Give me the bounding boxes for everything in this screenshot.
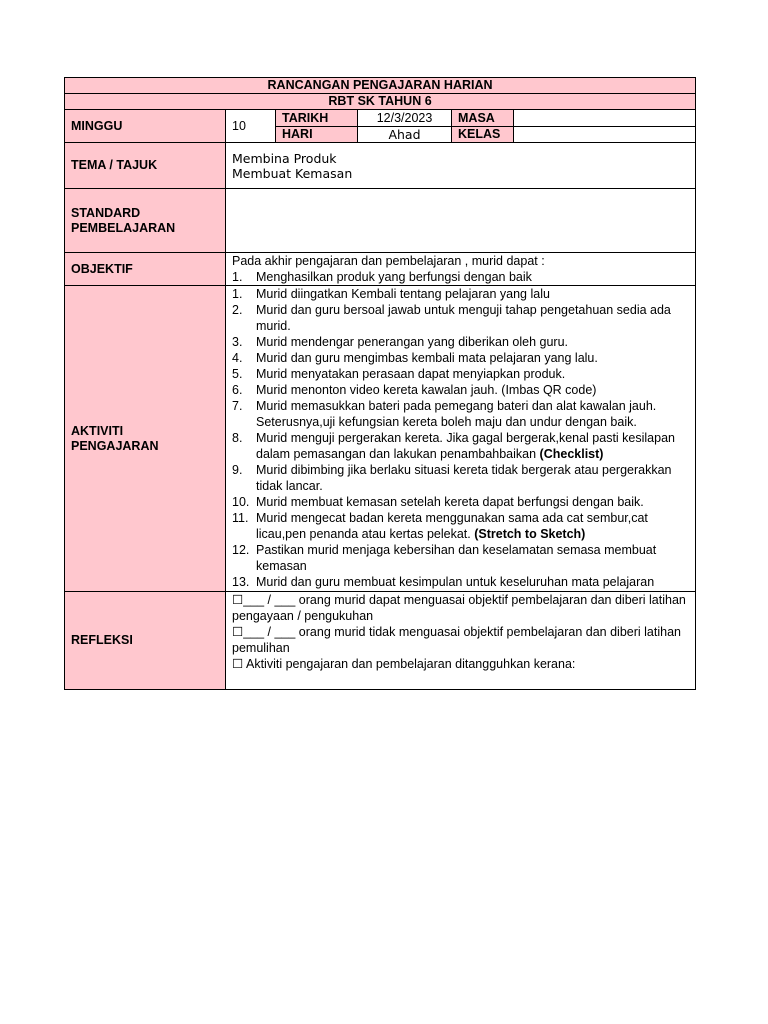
standard-value [226, 189, 696, 253]
tema-label: TEMA / TAJUK [65, 143, 226, 189]
list-item-bold-tag: (Stretch to Sketch) [474, 527, 586, 541]
list-item-text: Murid menyatakan perasaan dapat menyiapkan produk. [256, 367, 566, 381]
list-item [232, 302, 689, 334]
tema-line-2: Membuat Kemasan [232, 165, 353, 181]
list-item-text: Murid dan guru mengimbas kembali mata pelajaran yang lalu. [256, 351, 598, 365]
refleksi-value [226, 592, 696, 690]
list-item [232, 430, 689, 462]
list-item [232, 510, 689, 542]
list-item-number: 1. [232, 287, 243, 301]
lesson-plan-table [64, 77, 696, 690]
aktiviti-label-line-1: AKTIVITI [71, 423, 124, 438]
standard-label [65, 189, 226, 253]
list-item-number: 11. [232, 511, 249, 525]
masa-label: MASA [452, 110, 514, 127]
list-item-text: Murid mengecat badan kereta menggunakan sama ada cat sembur,cat licau,pen penanda atau kertas pelekat. [256, 511, 648, 541]
refleksi-line-3: ☐ Aktiviti pengajaran dan pembelajaran ditangguhkan kerana: [232, 657, 576, 671]
list-item-text: Murid membuat kemasan setelah kereta dapat berfungsi dengan baik. [256, 495, 644, 509]
refleksi-label: REFLEKSI [65, 592, 226, 690]
list-item-number: 12. [232, 543, 250, 557]
header-row-subtitle [65, 94, 696, 110]
standard-label-line-1: STANDARD [71, 205, 141, 220]
refleksi-line-2: ☐___ / ___ orang murid tidak menguasai objektif pembelajaran dan diberi latihan pemulihan [232, 625, 681, 655]
hari-value: Ahad [358, 127, 452, 143]
list-item [232, 350, 689, 366]
minggu-label: MINGGU [65, 110, 226, 143]
tema-value [226, 143, 696, 189]
info-row-1 [65, 110, 696, 127]
list-item-number: 9. [232, 463, 243, 477]
list-item-text: Murid dibimbing jika berlaku situasi kereta tidak bergerak atau pergerakkan tidak lancar. [256, 463, 672, 493]
list-item [232, 398, 689, 430]
aktiviti-list [232, 286, 689, 590]
tarikh-value: 12/3/2023 [358, 110, 452, 127]
list-item [232, 269, 689, 285]
aktiviti-label-line-2: PENGAJARAN [71, 438, 159, 453]
list-item [232, 494, 689, 510]
list-item-number: 13. [232, 575, 250, 589]
document-title: RANCANGAN PENGAJARAN HARIAN [65, 78, 696, 94]
list-item-text: Murid dan guru bersoal jawab untuk menguji tahap pengetahuan sedia ada murid. [256, 303, 671, 333]
objektif-row [65, 253, 696, 286]
standard-label-line-2: PEMBELAJARAN [71, 220, 176, 235]
aktiviti-label [65, 286, 226, 592]
refleksi-row [65, 592, 696, 690]
list-item-number: 3. [232, 335, 243, 349]
list-item [232, 382, 689, 398]
list-item-number: 5. [232, 367, 243, 381]
list-item-number: 4. [232, 351, 243, 365]
kelas-value [514, 127, 696, 143]
list-item-text: Pastikan murid menjaga kebersihan dan keselamatan semasa membuat kemasan [256, 543, 657, 573]
list-item-number: 1. [232, 270, 243, 284]
objektif-label: OBJEKTIF [65, 253, 226, 286]
list-item-number: 6. [232, 383, 243, 397]
list-item-bold-tag: (Checklist) [539, 447, 604, 461]
tema-row [65, 143, 696, 189]
masa-value [514, 110, 696, 127]
hari-label: HARI [276, 127, 358, 143]
list-item-text: Murid diingatkan Kembali tentang pelajaran yang lalu [256, 287, 550, 301]
list-item-text: Murid menguji pergerakan kereta. Jika gagal bergerak,kenal pasti kesilapan dalam pemasangan dan lakukan penambahbaikan [256, 431, 675, 461]
kelas-label: KELAS [452, 127, 514, 143]
list-item-number: 7. [232, 399, 243, 413]
standard-row [65, 189, 696, 253]
aktiviti-row [65, 286, 696, 592]
list-item [232, 286, 689, 302]
list-item-text: Menghasilkan produk yang berfungsi dengan baik [256, 270, 532, 284]
tarikh-label: TARIKH [276, 110, 358, 127]
refleksi-line-1: ☐___ / ___ orang murid dapat menguasai objektif pembelajaran dan diberi latihan pengayaan / pengukuhan [232, 593, 686, 623]
list-item [232, 462, 689, 494]
tema-line-1: Membina Produk [232, 150, 337, 166]
list-item-text: Murid menonton video kereta kawalan jauh. (Imbas QR code) [256, 383, 597, 397]
list-item-text: Murid memasukkan bateri pada pemegang bateri dan alat kawalan jauh. Seterusnya,uji kefungsian kereta boleh maju dan undur dengan baik. [256, 399, 657, 429]
aktiviti-value [226, 286, 696, 592]
list-item [232, 366, 689, 382]
minggu-value: 10 [226, 110, 276, 143]
list-item [232, 334, 689, 350]
list-item-number: 10. [232, 495, 250, 509]
list-item-text: Murid dan guru membuat kesimpulan untuk keseluruhan mata pelajaran [256, 575, 655, 589]
document-subtitle: RBT SK TAHUN 6 [65, 94, 696, 110]
header-row-title [65, 78, 696, 94]
objektif-intro: Pada akhir pengajaran dan pembelajaran , murid dapat : [232, 254, 545, 268]
list-item-number: 2. [232, 303, 243, 317]
list-item-text: Murid mendengar penerangan yang diberikan oleh guru. [256, 335, 569, 349]
objektif-value [226, 253, 696, 286]
list-item [232, 542, 689, 574]
list-item-number: 8. [232, 431, 243, 445]
objektif-list [232, 269, 689, 285]
list-item [232, 574, 689, 590]
